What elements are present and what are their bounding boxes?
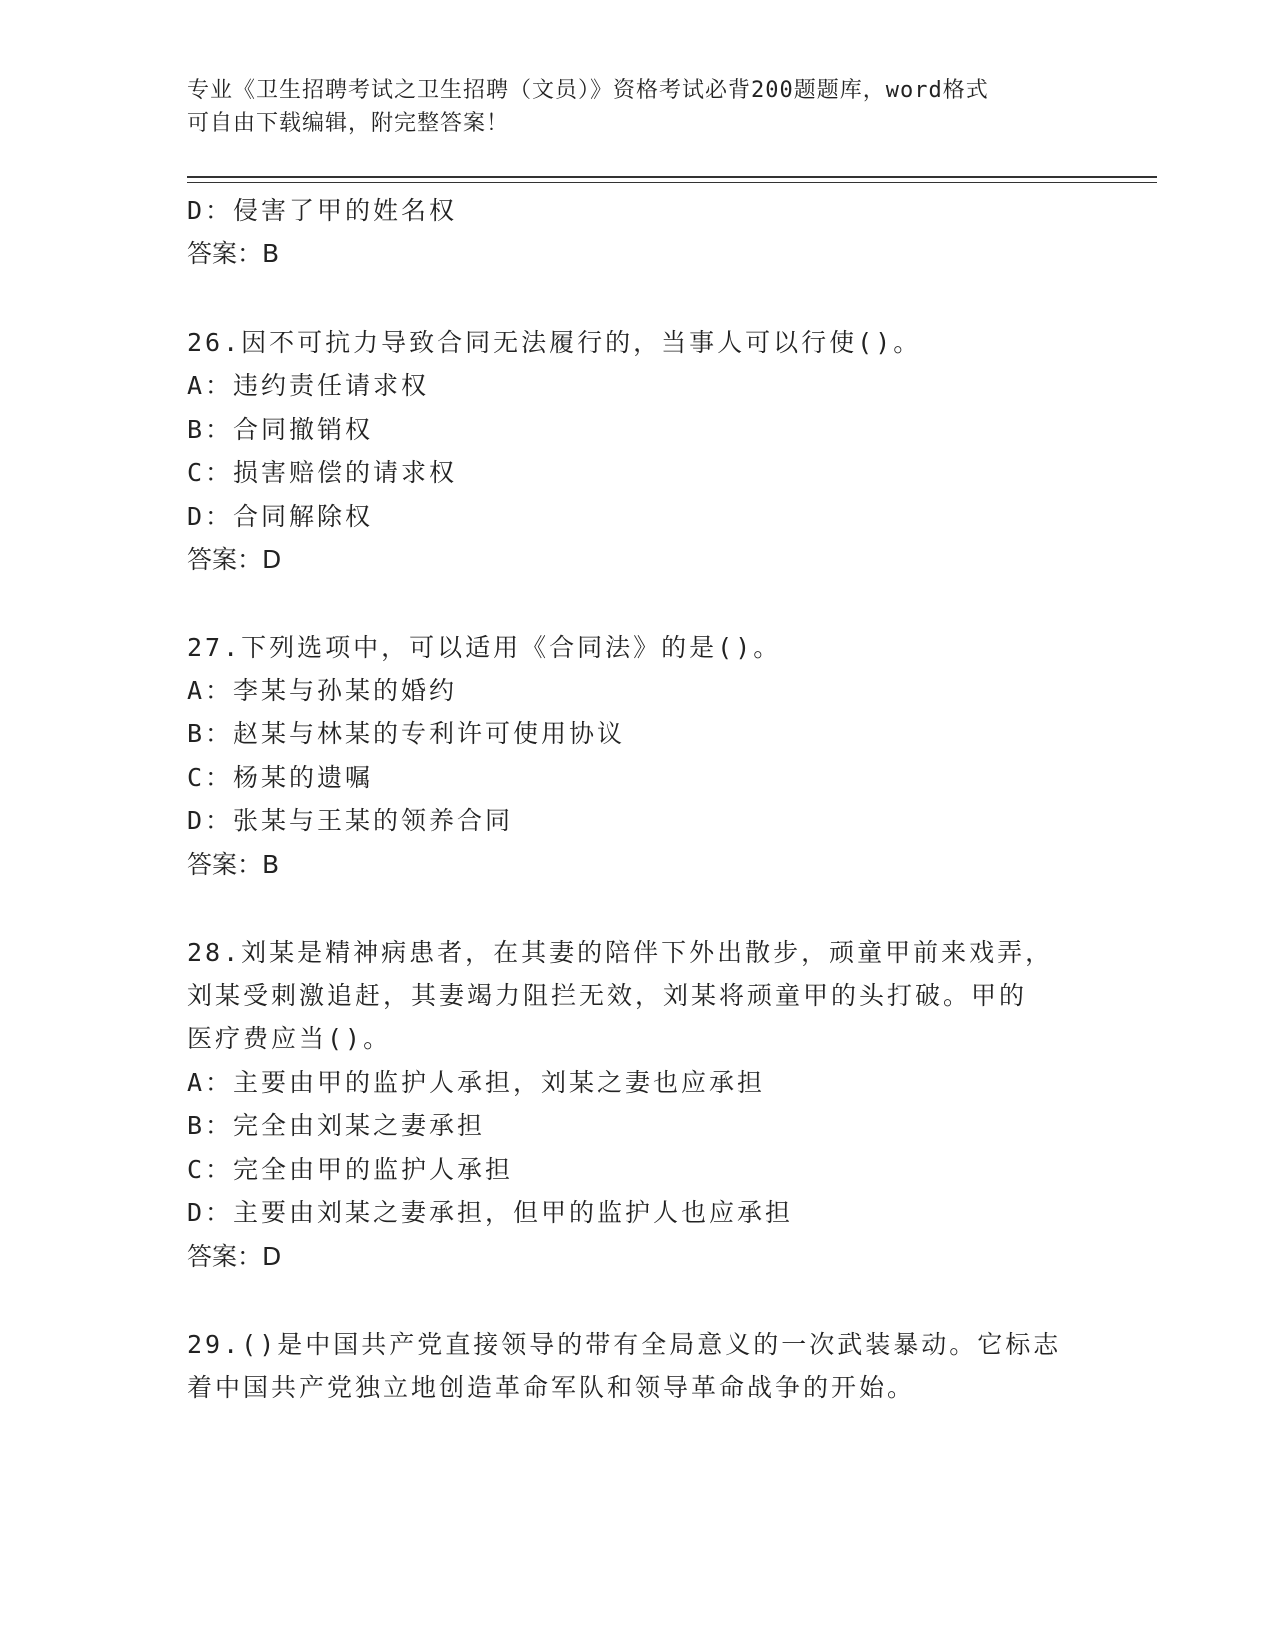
q26-answer: 答案：D [187, 545, 282, 574]
q25-option-d: D：侵害了甲的姓名权 [187, 196, 458, 225]
q25-answer: 答案：B [187, 239, 280, 268]
q27-option-d: D：张某与王某的领养合同 [187, 806, 514, 835]
document-header [187, 74, 1067, 140]
q26-option-a: A：违约责任请求权 [187, 371, 430, 400]
q29-stem-line-2: 着中国共产党独立地创造革命军队和领导革命战争的开始。 [187, 1373, 916, 1402]
header-divider-thick [187, 176, 1157, 178]
q28-stem-line-1: 28.刘某是精神病患者，在其妻的陪伴下外出散步，顽童甲前来戏弄， [187, 938, 1054, 967]
q27-answer: 答案：B [187, 850, 280, 879]
q28-option-b: B：完全由刘某之妻承担 [187, 1111, 486, 1140]
header-divider-thin [187, 182, 1157, 183]
q26-option-d: D：合同解除权 [187, 502, 374, 531]
q28-option-c: C：完全由甲的监护人承担 [187, 1155, 514, 1184]
q27-option-c: C：杨某的遗嘱 [187, 763, 374, 792]
header-line-2: 可自由下载编辑，附完整答案！ [187, 111, 510, 136]
q29-stem-line-1: 29.()是中国共产党直接领导的带有全局意义的一次武装暴动。它标志 [187, 1330, 1062, 1359]
header-line-1: 专业《卫生招聘考试之卫生招聘（文员）》资格考试必背200题题库，word格式 [187, 78, 989, 103]
q27-option-b: B：赵某与林某的专利许可使用协议 [187, 719, 626, 748]
q26-option-b: B：合同撤销权 [187, 415, 374, 444]
q26-option-c: C：损害赔偿的请求权 [187, 458, 458, 487]
q28-option-a: A：主要由甲的监护人承担，刘某之妻也应承担 [187, 1068, 766, 1097]
q27-option-a: A：李某与孙某的婚约 [187, 676, 458, 705]
q28-option-d: D：主要由刘某之妻承担，但甲的监护人也应承担 [187, 1198, 794, 1227]
q28-stem-line-3: 医疗费应当()。 [187, 1024, 392, 1053]
q26-stem: 26.因不可抗力导致合同无法履行的，当事人可以行使()。 [187, 328, 922, 357]
q28-stem-line-2: 刘某受刺激追赶，其妻竭力阻拦无效，刘某将顽童甲的头打破。甲的 [187, 981, 1028, 1010]
q28-answer: 答案：D [187, 1242, 282, 1271]
q27-stem: 27.下列选项中，可以适用《合同法》的是()。 [187, 633, 782, 662]
